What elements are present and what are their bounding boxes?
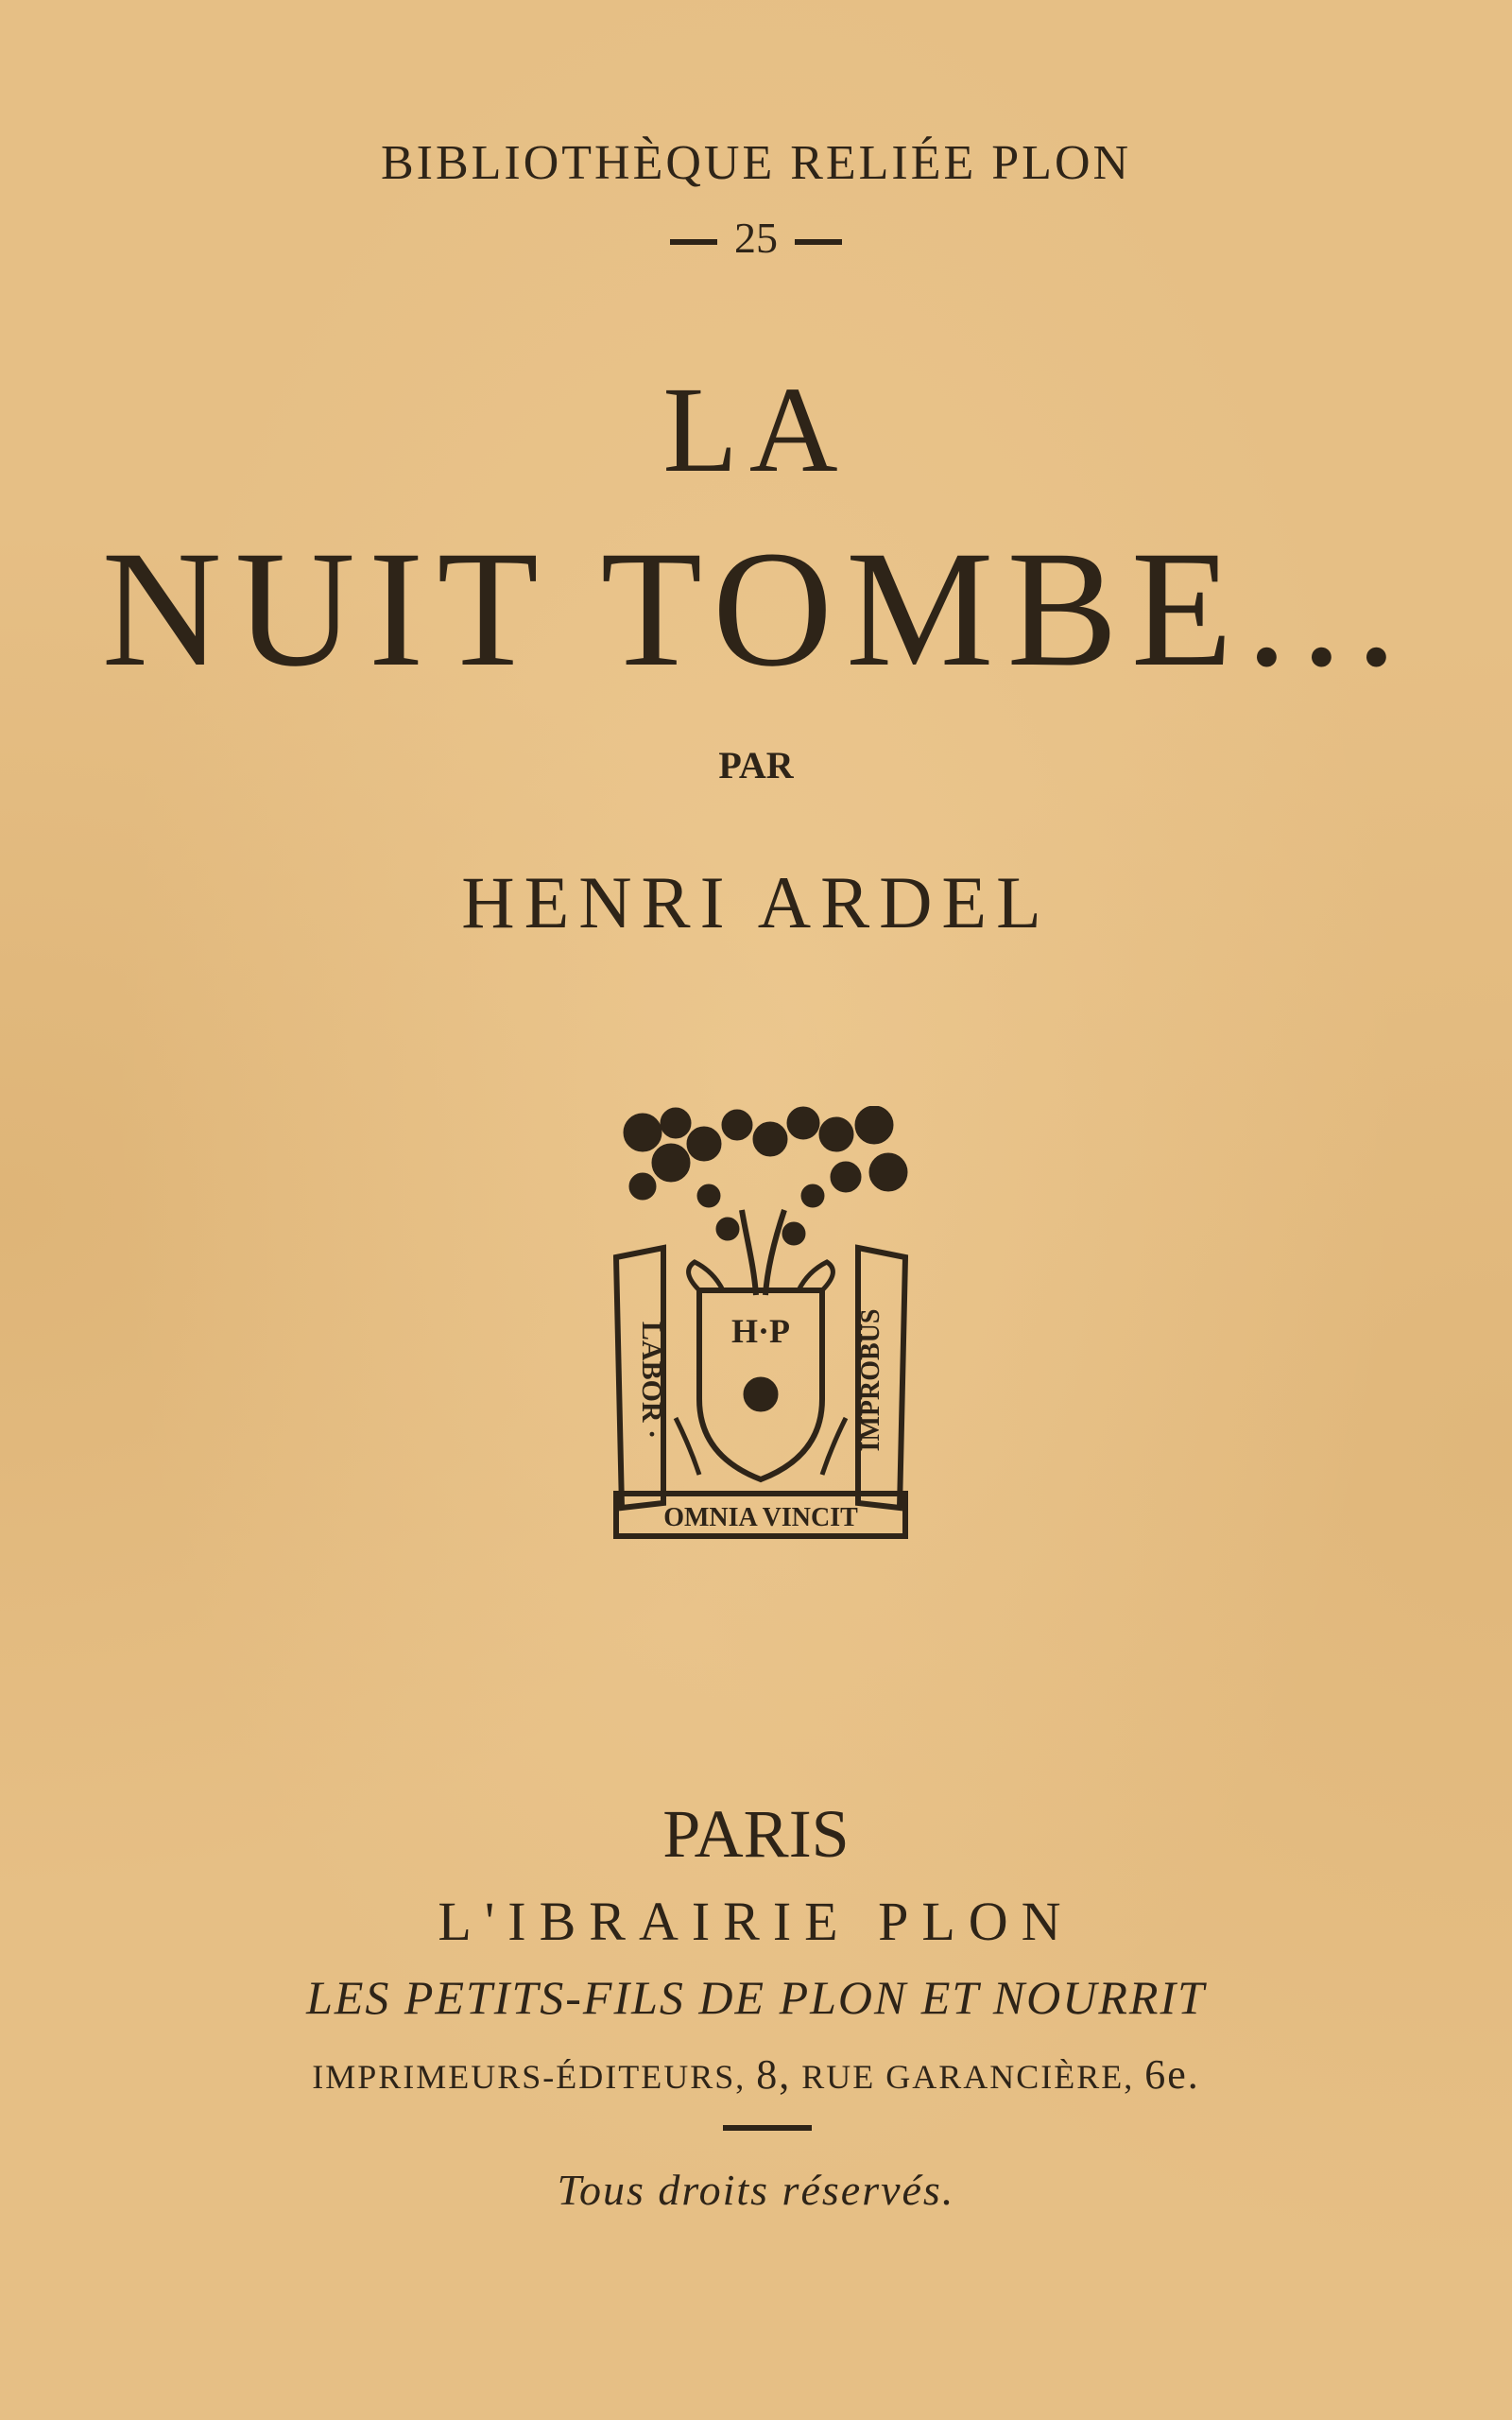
series-number: [0, 210, 1512, 267]
series-number-value: 25: [734, 214, 778, 262]
publisher-mark-emblem: [605, 1106, 917, 1541]
by-label: PAR: [718, 744, 794, 786]
dash-left: [670, 239, 717, 245]
address-arrondissement: 6e.: [1144, 2051, 1200, 2098]
emblem-monogram: H·P: [731, 1312, 790, 1350]
emblem-motto-bottom: OMNIA VINCIT: [663, 1503, 858, 1532]
imprint-address: [0, 2048, 1512, 2103]
imprint-city: PARIS: [662, 1796, 850, 1872]
imprint-publisher-subtitle: LES PETITS-FILS DE PLON ET NOURRIT: [306, 1971, 1206, 2024]
author-name: HENRI ARDEL: [461, 861, 1051, 943]
tree-trunk-icon: [742, 1210, 784, 1295]
emblem-motto-right: IMPROBUS: [856, 1308, 885, 1452]
address-street: RUE GARANCIÈRE,: [801, 2058, 1135, 2096]
shield-flower-icon: [744, 1377, 778, 1411]
imprint-publisher: L'IBRAIRIE PLON: [438, 1891, 1074, 1952]
address-prefix: IMPRIMEURS-ÉDITEURS,: [312, 2058, 747, 2096]
emblem-motto-left: LABOR ·: [636, 1321, 667, 1440]
book-title-line-2: NUIT TOMBE...: [101, 517, 1411, 701]
dash-right: [795, 239, 842, 245]
series-title: BIBLIOTHÈQUE RELIÉE PLON: [380, 136, 1132, 190]
ribbon-icon: [689, 1262, 833, 1290]
rights-notice: Tous droits réservés.: [557, 2166, 955, 2214]
tree-foliage-icon: [624, 1106, 907, 1245]
address-number: 8,: [756, 2051, 792, 2098]
book-title-line-1: LA: [662, 362, 850, 498]
divider-rule: [723, 2125, 812, 2131]
